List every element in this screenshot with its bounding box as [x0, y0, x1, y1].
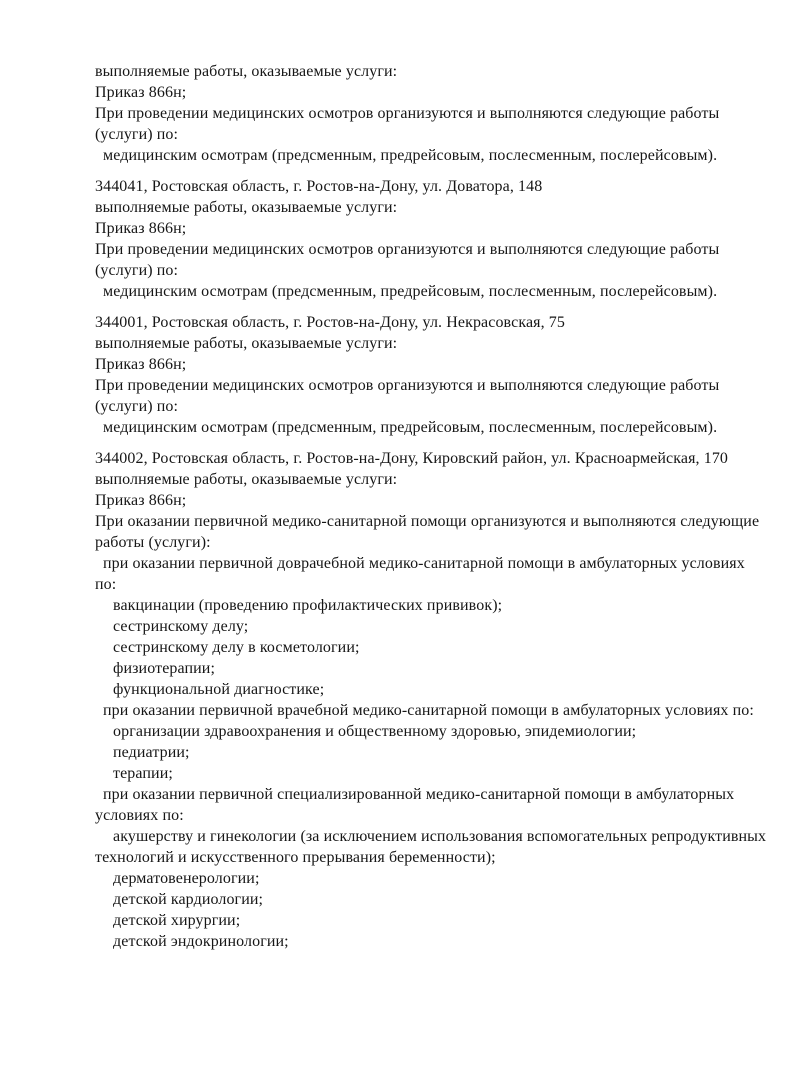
text-line: детской эндокринологии; [113, 933, 289, 950]
text-line: вакцинации (проведению профилактических прививок); [113, 597, 503, 614]
text-line: выполняемые работы, оказываемые услуги: [95, 199, 398, 216]
text-line: физиотерапии; [113, 660, 216, 677]
text-line: работы (услуги): [95, 534, 211, 551]
text-line: Приказ 866н; [95, 220, 187, 237]
text-line: сестринскому делу; [113, 618, 249, 635]
text-line: организации здравоохранения и общественному здоровью, эпидемиологии; [113, 723, 637, 740]
text-line: терапии; [113, 765, 173, 782]
text-line: (услуги) по: [95, 126, 179, 143]
text-line: (услуги) по: [95, 262, 179, 279]
text-line: При проведении медицинских осмотров организуются и выполняются следующие работы [95, 377, 720, 394]
text-line: дерматовенерологии; [113, 870, 260, 887]
text-line: по: [95, 576, 117, 593]
text-line: Приказ 866н; [95, 356, 187, 373]
text-line: При оказании первичной медико-санитарной помощи организуются и выполняются следующие [95, 513, 760, 530]
text-line: акушерству и гинекологии (за исключением использования вспомогательных репродуктивных [113, 828, 767, 845]
text-line: (услуги) по: [95, 398, 179, 415]
text-line: сестринскому делу в косметологии; [113, 639, 360, 656]
text-line: медицинским осмотрам (предсменным, предрейсовым, послесменным, послерейсовым). [103, 147, 718, 164]
document-content [95, 61, 776, 952]
text-line: При проведении медицинских осмотров организуются и выполняются следующие работы [95, 105, 720, 122]
text-line: при оказании первичной доврачебной медико-санитарной помощи в амбулаторных условиях [103, 555, 745, 572]
license-address-block [95, 61, 776, 166]
text-line: функциональной диагностике; [113, 681, 325, 698]
license-address-block [95, 448, 776, 952]
address-line: 344002, Ростовская область, г. Ростов-на-Дону, Кировский район, ул. Красноармейская, 170 [95, 450, 729, 467]
text-line: детской хирургии; [113, 912, 241, 929]
text-line: При проведении медицинских осмотров организуются и выполняются следующие работы [95, 241, 720, 258]
text-line: технологий и искусственного прерывания беременности); [95, 849, 496, 866]
text-line: при оказании первичной врачебной медико-санитарной помощи в амбулаторных условиях по: [103, 702, 754, 719]
text-line: медицинским осмотрам (предсменным, предрейсовым, послесменным, послерейсовым). [103, 419, 718, 436]
text-line: Приказ 866н; [95, 492, 187, 509]
text-line: выполняемые работы, оказываемые услуги: [95, 335, 398, 352]
license-address-block [95, 176, 776, 302]
text-line: медицинским осмотрам (предсменным, предрейсовым, послесменным, послерейсовым). [103, 283, 718, 300]
text-line: выполняемые работы, оказываемые услуги: [95, 471, 398, 488]
address-line: 344001, Ростовская область, г. Ростов-на-Дону, ул. Некрасовская, 75 [95, 314, 566, 331]
text-line: детской кардиологии; [113, 891, 264, 908]
text-line: выполняемые работы, оказываемые услуги: [95, 63, 398, 80]
license-address-block [95, 312, 776, 438]
text-line: условиях по: [95, 807, 184, 824]
text-line: при оказании первичной специализированной медико-санитарной помощи в амбулаторных [103, 786, 735, 803]
text-line: Приказ 866н; [95, 84, 187, 101]
address-line: 344041, Ростовская область, г. Ростов-на-Дону, ул. Доватора, 148 [95, 178, 543, 195]
text-line: педиатрии; [113, 744, 190, 761]
